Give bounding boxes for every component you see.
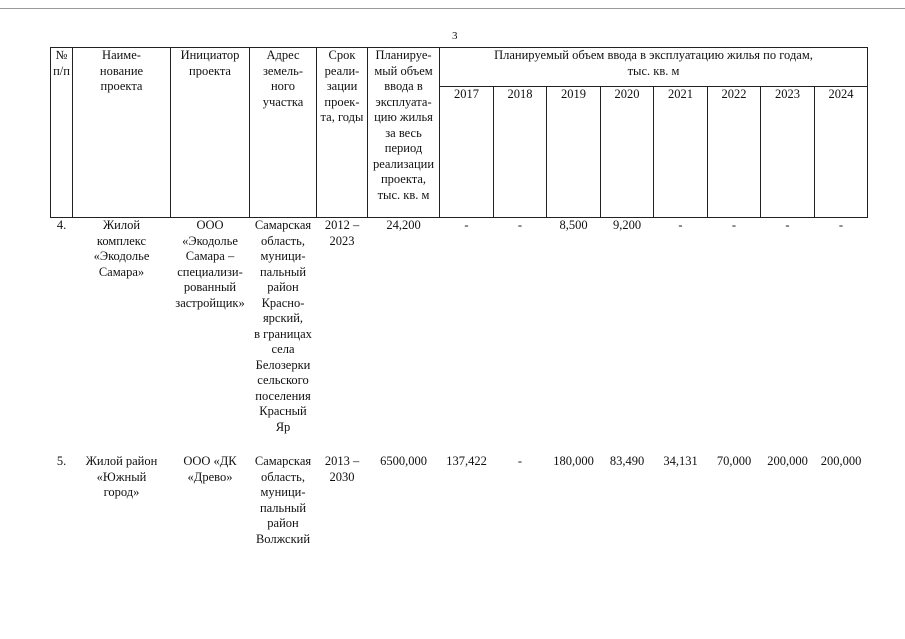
land-address: Самарская область, муници- пальный район Волжский [254,454,312,546]
planned-total-value: 6500,000 [380,454,427,468]
year-value: - [731,218,737,232]
year-value: 34,131 [663,454,698,468]
header-initiator: Инициатор проекта [171,48,250,218]
project-name: Жилой район «Южный город» [85,454,158,499]
header-year: 2022 [708,87,761,218]
year-value: - [678,218,683,232]
header-year: 2017 [440,87,494,218]
land-address: Самарская область, муници- пальный район Красно- ярский, в границах села Белозерки сельского поселения Красный Яр [254,218,312,434]
scan-edge-line [0,8,905,9]
year-value: 9,200 [612,218,642,232]
year-value: - [464,218,469,232]
table-row [51,454,868,547]
year-value: 83,490 [609,454,645,468]
year-value: 137,422 [446,454,487,468]
header-term: Срок реали- зации проек- та, годы [317,48,368,218]
header-name: Наиме- нование проекта [73,48,171,218]
year-value: - [785,218,790,232]
year-value: 200,000 [820,454,862,468]
header-planned-total: Планируе- мый объем ввода в эксплуата- цию жилья за весь период реализации проекта, тыс. кв. м [368,48,440,218]
project-initiator: ООО «Экодолье Самара – специализи- рованный застройщик» [175,218,245,310]
year-value: 180,000 [553,454,594,468]
year-value: 200,000 [767,454,808,468]
row-number: 5. [56,454,67,468]
project-initiator: ООО «ДК «Древо» [183,454,237,484]
year-value: 8,500 [559,218,588,232]
page-number: 3 [452,30,458,42]
housing-projects-table [50,47,868,547]
header-address: Адрес земель- ного участка [250,48,317,218]
header-year: 2023 [761,87,815,218]
header-year: 2020 [601,87,654,218]
implementation-term: 2012 – 2023 [324,218,360,248]
header-num: № п/п [51,48,73,218]
project-name: Жилой комплекс «Экодолье Самара» [93,218,150,279]
year-value: - [517,218,523,232]
implementation-term: 2013 – 2030 [324,454,360,484]
header-year: 2024 [815,87,868,218]
header-years-group: Планируемый объем ввода в эксплуатацию жилья по годам, тыс. кв. м [440,48,868,87]
year-value: 70,000 [716,454,752,468]
table-row [51,218,868,455]
planned-total-value: 24,200 [386,218,421,232]
header-year: 2019 [547,87,601,218]
header-year: 2021 [654,87,708,218]
row-number: 4. [56,218,67,232]
year-value: - [517,454,523,468]
header-year: 2018 [494,87,547,218]
year-value: - [838,218,844,232]
